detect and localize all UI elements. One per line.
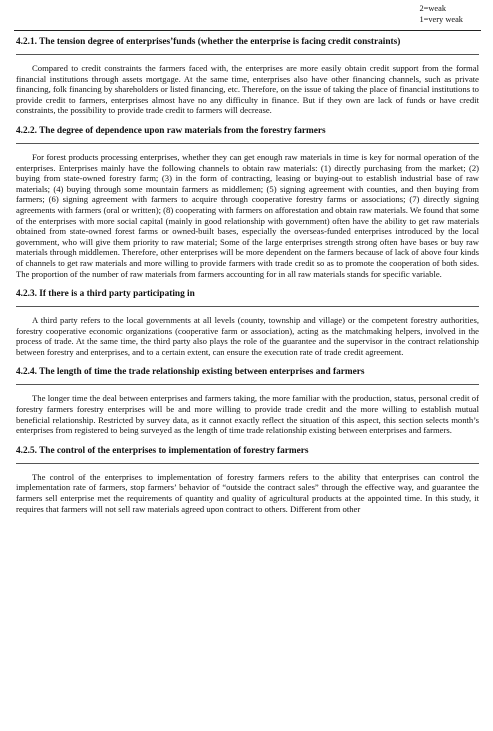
section-4-2-1 bbox=[16, 36, 479, 116]
heading-rule bbox=[16, 384, 479, 385]
heading-rule bbox=[16, 306, 479, 307]
section-heading: 4.2.3. If there is a third party participating in bbox=[16, 289, 195, 300]
heading-rule bbox=[16, 143, 479, 144]
document-body bbox=[16, 36, 479, 523]
scale-key bbox=[419, 4, 463, 25]
section-paragraph: A third party refers to the local governments at all levels (county, township and village) or the competent forestry authorities, forestry cooperative economic organizations (cooperative farm or association), acting as the matchmaking helpers, involved in the process of trade. At the same time, the third party also plays the role of the guarantee and the supervisor in the contract relationship between forestry and enterprises, and to a certain extent, can ensure the execution rate of trade credit agreement. bbox=[16, 315, 479, 357]
scale-key-weak: 2=weak bbox=[419, 4, 447, 13]
section-4-2-5 bbox=[16, 445, 479, 514]
section-4-2-2 bbox=[16, 125, 479, 279]
section-heading: 4.2.5. The control of the enterprises to implementation of forestry farmers bbox=[16, 445, 309, 456]
table-bottom-rule bbox=[14, 30, 481, 31]
section-4-2-4 bbox=[16, 366, 479, 435]
section-heading: 4.2.2. The degree of dependence upon raw materials from the forestry farmers bbox=[16, 125, 326, 136]
section-paragraph: The longer time the deal between enterprises and farmers taking, the more familiar with the production, status, personal credit of forestry farmers forestry enterprises will be and more willing to provide trade credit and the more willing to establish mutual beneficial relationship. Restricted by survey data, as it cannot exactly reflect the situation of this aspect, this section selects month’s enterprises from registered to being surveyed as the length of time trade relationship existing between enterprises and farmers. bbox=[16, 393, 479, 436]
section-heading: 4.2.1. The tension degree of enterprises’funds (whether the enterprise is facing credit constraints) bbox=[16, 37, 401, 47]
section-heading: 4.2.4. The length of time the trade relationship existing between enterprises and farmers bbox=[16, 367, 365, 378]
section-paragraph: The control of the enterprises to implementation of forestry farmers refers to the ability that enterprises can control the implementation rate of farmers, stop farmers’ behavior of “outside the contract sales” through the effective way, and guarantee the farmers sell enterprise met the requirements of quantity and quality of agricultural products at the appointed time. In this study, it requires that farmers will not sell raw materials agreed upon contract to others. Different from other bbox=[16, 471, 479, 514]
section-paragraph: Compared to credit constraints the farmers faced with, the enterprises are more easily obtain credit support from the formal financial institutions through assets mortgage. At the same time, enterprises also have other financing channels, such as private financing, folk financing by shareholders or listed financing, etc. Therefore, on the issue of taking the place of financial institutions to provide credit to farmers, enterprises almost have no any difficulty in finance. But if they own are lack of funds or have credit constraints, the possibility to provide trade credit to farmers will decrease. bbox=[16, 63, 479, 116]
section-paragraph: For forest products processing enterprises, whether they can get enough raw materials in time is key for normal operation of the enterprises. Enterprises mainly have the following channels to obtain raw materials: (1) directly purchasing from the market; (2) buying from state-owned forestry farm; (3) in the form of contracting, leasing or buying-out to establish industrial base of raw materials; (4) buying through some mountain farmers as middlemen; (5) signing agreement with counties, and then buying from farmers; (6) signing agreement with farmers to acquire through cooperative forestry farms or associations; (7) directly signing agreements with farmers (oral or written); (8) cooperating with farmers on afforestation and obtain raw materials. We found that some of the enterprises with more social capital (mainly in good relationship with government) often have the ability to get raw materials obtained from state-owned forest farms or owned-built bases, especially the overseas-funded enterprises introduced by the local government, who will give them priority to raw material; Some of the large enterprises strength strong often have bases or buy raw materials through middlemen. Therefore, other enterprises will be more dependent on the farmers because of lack of above four kinds of channels to get raw materials and more willing to provide farmers with trade credit so as to promote the cooperation of both sides. The proportion of the number of raw materials from farmers accounting for in all raw materials stands for specific variable. bbox=[16, 151, 479, 279]
scale-key-very-weak: 1=very weak bbox=[419, 14, 463, 24]
heading-rule bbox=[16, 54, 479, 55]
section-4-2-3 bbox=[16, 288, 479, 357]
heading-rule bbox=[16, 463, 479, 464]
